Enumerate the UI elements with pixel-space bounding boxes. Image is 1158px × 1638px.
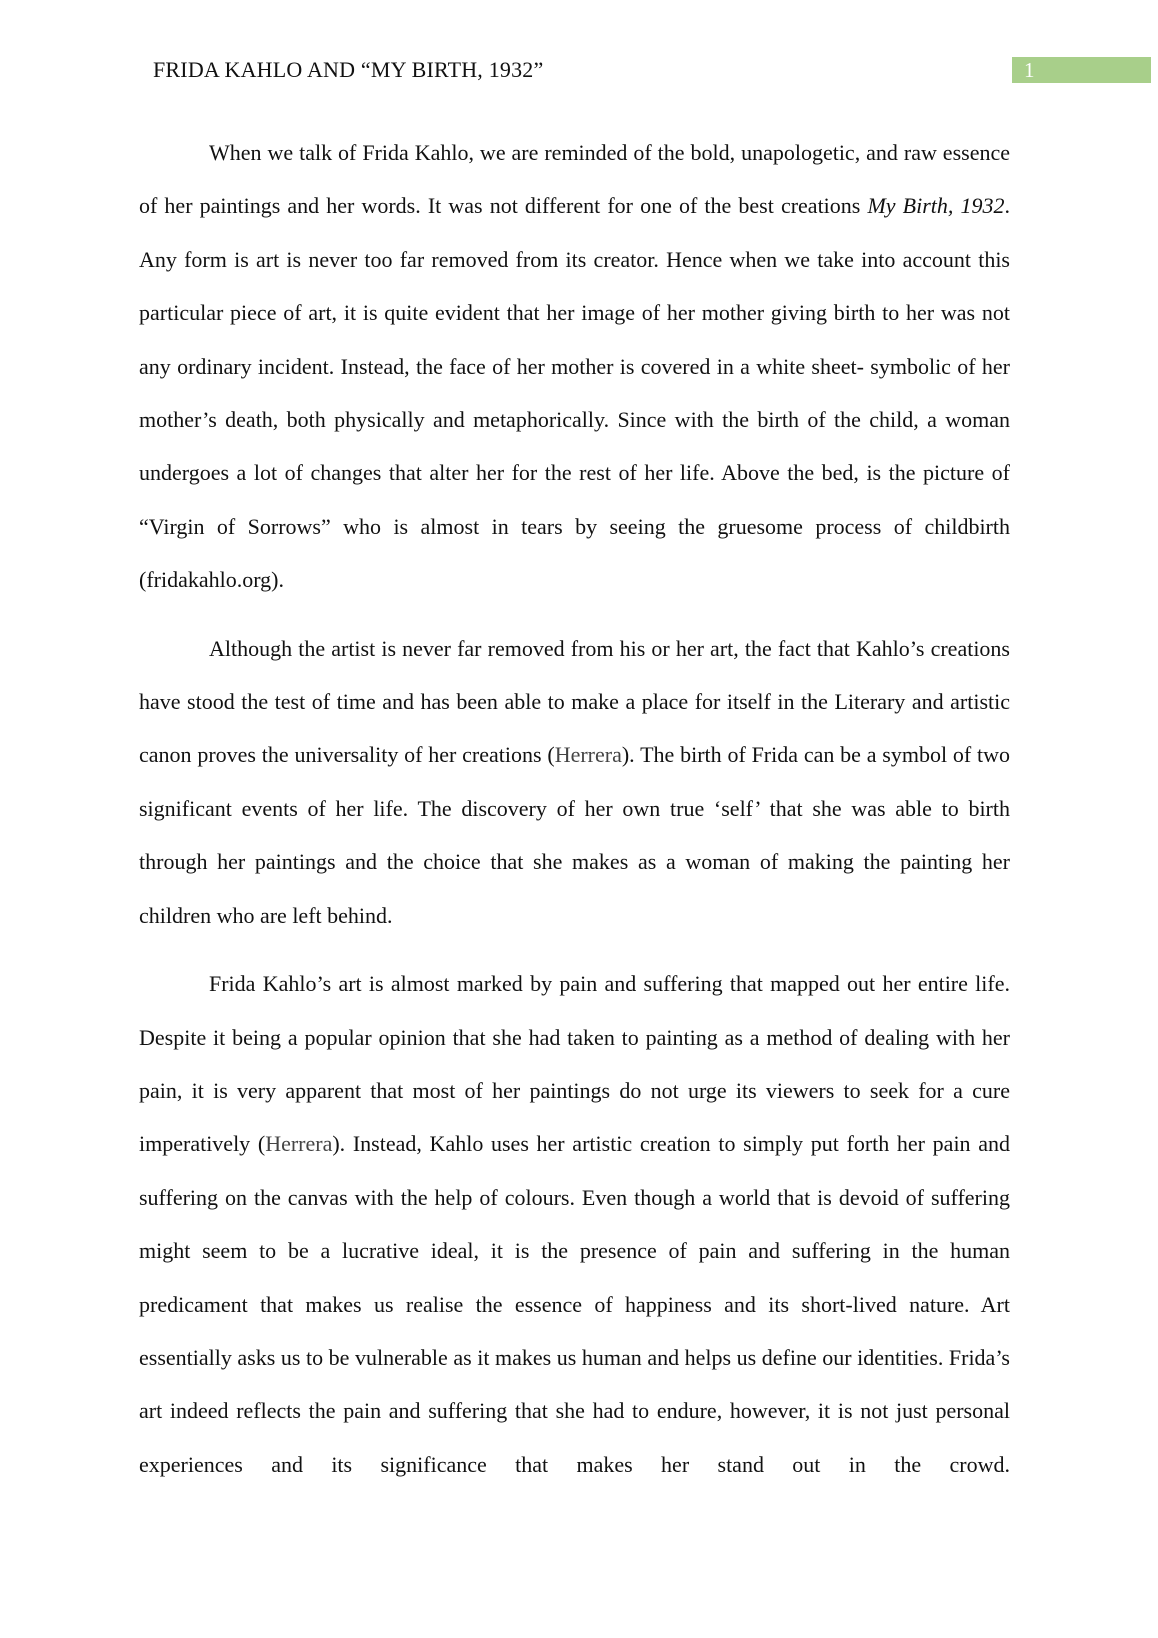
paragraph-1-text-b: . Any form is art is never too far removed from its creator. Hence when we take into account this particular piece of art, it is quite evident that her image of her mother giving birth to her was not any ordinary incident. Instead, the face of her mother is covered in a white sheet- symbolic of her mother’s death, both physically and metaphorically. Since with the birth of the child, a woman undergoes a lot of changes that alter her for the rest of her life. Above the bed, is the picture of “Virgin of Sorrows” who is almost in tears by seeing the gruesome process of childbirth (fridakahlo.org).: [139, 193, 1010, 593]
citation-herrera-1: Herrera: [554, 742, 622, 768]
artwork-title: My Birth, 1932: [867, 193, 1005, 219]
paragraph-3: [139, 957, 1010, 1491]
body-text: [139, 126, 1010, 1491]
running-head: FRIDA KAHLO AND “MY BIRTH, 1932”: [153, 57, 544, 82]
paragraph-1: [139, 126, 1010, 607]
citation-herrera-2: Herrera: [265, 1131, 333, 1157]
paragraph-2-text-a: Although the artist is never far removed from his or her art, the fact that Kahlo’s creations have stood the test of time and has been able to make a place for itself in the Literary and artistic canon proves the universality of her creations (: [139, 635, 1010, 768]
paragraph-3-text-b: ). Instead, Kahlo uses her artistic creation to simply put forth her pain and suffering on the canvas with the help of colours. Even though a world that is devoid of suffering might seem to be a lucrative ideal, it is the presence of pain and suffering in the human predicament that makes us realise the essence of happiness and its short-lived nature. Art essentially asks us to be vulnerable as it makes us human and helps us define our identities. Frida’s art indeed reflects the pain and suffering that she had to endure, however, it is not just personal experiences and its significance that makes her stand out in the crowd.: [139, 1131, 1010, 1477]
paragraph-1-text-a: When we talk of Frida Kahlo, we are reminded of the bold, unapologetic, and raw essence of her paintings and her words. It was not different for one of the best creations: [139, 140, 1010, 219]
paragraph-3-text-a: Frida Kahlo’s art is almost marked by pain and suffering that mapped out her entire life. Despite it being a popular opinion that she had taken to painting as a method of dealing with her pain, it is very apparent that most of her paintings do not urge its viewers to seek for a cure imperatively (: [139, 971, 1010, 1157]
page-number: 1: [1012, 57, 1151, 83]
paragraph-2: [139, 622, 1010, 942]
paragraph-2-text-b: ). The birth of Frida can be a symbol of two significant events of her life. The discovery of her own true ‘self’ that she was able to birth through her paintings and the choice that she makes as a woman of making the painting her children who are left behind.: [139, 742, 1010, 928]
